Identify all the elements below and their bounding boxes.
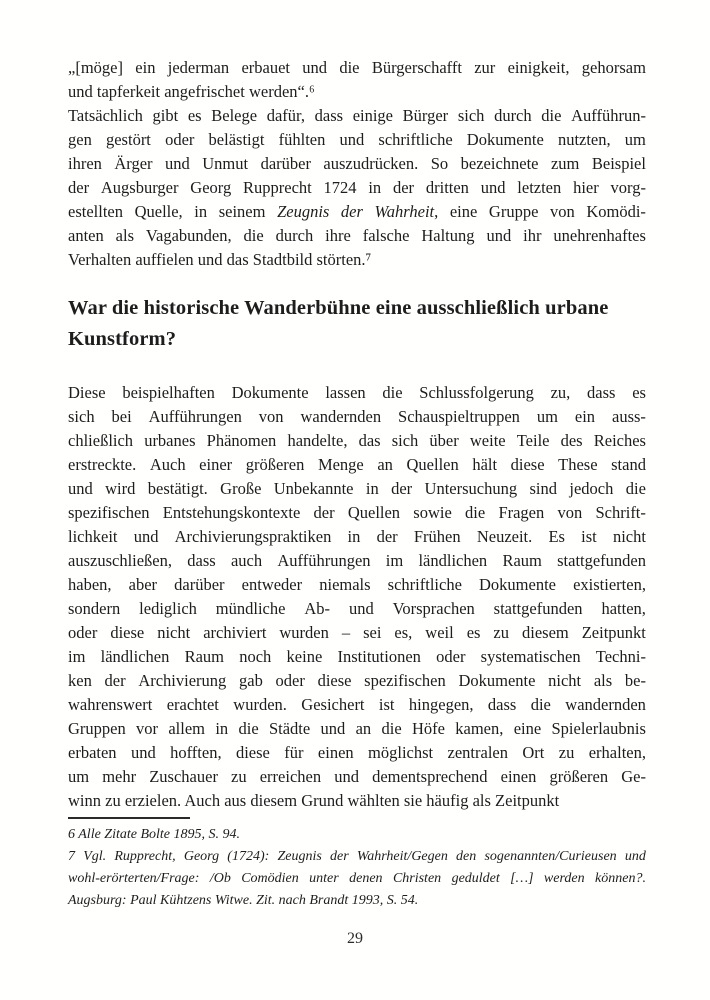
main-paragraph bbox=[68, 381, 646, 813]
text-line: erstreckte. Auch einer größeren Menge an Quellen hält diese These stand bbox=[68, 455, 646, 474]
text-line: sich bei Aufführungen von wandernden Schauspieltruppen um ein auss- bbox=[68, 407, 646, 426]
text-line: estellten Quelle, in seinem Zeugnis der Wahrheit, eine Gruppe von Komödi- bbox=[68, 202, 646, 221]
page-number: 29 bbox=[347, 930, 363, 947]
text-line: sondern lediglich mündliche Ab- und Vorsprachen stattgefunden hatten, bbox=[68, 599, 646, 618]
text-line: ken der Archivierung gab oder diese spezifischen Dokumente nicht als be- bbox=[68, 671, 646, 690]
text-line: und tapferkeit angefrischet werden“.⁶ bbox=[68, 82, 315, 101]
quote-paragraph bbox=[68, 56, 646, 104]
footnote-7 bbox=[68, 846, 646, 912]
text-line: der Augsburger Georg Rupprecht 1724 in der dritten und letzten hier vorg- bbox=[68, 178, 646, 197]
text-line: lichkeit und Archivierungspraktiken in der Frühen Neuzeit. Es ist nicht bbox=[68, 527, 646, 546]
text-line: „[möge] ein jederman erbauet und die Bürgerschafft zur einigkeit, gehorsam bbox=[68, 58, 646, 77]
text-line: wahrenswert erachtet wurden. Gesichert ist hingegen, dass die wandernden bbox=[68, 695, 646, 714]
text-line: und wird bestätigt. Große Unbekannte in der Untersuchung sind jedoch die bbox=[68, 479, 646, 498]
text-line: winn zu erzielen. Auch aus diesem Grund wählten sie häufig als Zeitpunkt bbox=[68, 791, 560, 810]
text-line: Kunstform? bbox=[68, 328, 177, 350]
text-block bbox=[68, 56, 646, 912]
footnotes-block bbox=[68, 824, 646, 912]
footnote-divider bbox=[68, 817, 190, 819]
text-line: auszuschließen, dass auch Aufführungen im ländlichen Raum stattgefunden bbox=[68, 551, 646, 570]
text-line: oder diese nicht archiviert wurden – sei es, weil es zu diesem Zeitpunkt bbox=[68, 623, 646, 642]
text-line: chließlich urbanes Phänomen handelte, das sich über weite Teile des Reiches bbox=[68, 431, 646, 450]
text-line: Gruppen vor allem in die Städte und an die Höfe kamen, eine Spielerlaubnis bbox=[68, 719, 646, 738]
text-line: Augsburg: Paul Kühtzens Witwe. Zit. nach Brandt 1993, S. 54. bbox=[68, 893, 419, 908]
text-line: im ländlichen Raum noch keine Institutionen oder systematischen Techni- bbox=[68, 647, 646, 666]
text-line: gen gestört oder belästigt fühlten und schriftliche Dokumente nutzten, um bbox=[68, 130, 646, 149]
text-line: Diese beispielhaften Dokumente lassen die Schlussfolgerung zu, dass es bbox=[68, 383, 646, 402]
section-heading bbox=[68, 293, 646, 355]
text-line: 6 Alle Zitate Bolte 1895, S. 94. bbox=[68, 827, 241, 842]
text-line: haben, aber darüber entweder niemals schriftliche Dokumente existierten, bbox=[68, 575, 646, 594]
text-line: wohl-erörterten/Frage: /Ob Comödien unter denen Christen geduldet […] werden können?. bbox=[68, 871, 646, 886]
text-line: Verhalten auffielen und das Stadtbild störten.⁷ bbox=[68, 250, 372, 269]
text-line: 7 Vgl. Rupprecht, Georg (1724): Zeugnis der Wahrheit/Gegen den sogenannten/Curieusen und bbox=[68, 849, 646, 864]
text-line: ihren Ärger und Unmut darüber auszudrücken. So bezeichnete zum Beispiel bbox=[68, 154, 646, 173]
footnote-6 bbox=[68, 824, 646, 846]
text-line: anten als Vagabunden, die durch ihre falsche Haltung und ihr unehrenhaftes bbox=[68, 226, 646, 245]
text-line: um mehr Zuschauer zu erreichen und dementsprechend einen größeren Ge- bbox=[68, 767, 646, 786]
intro-paragraph bbox=[68, 104, 646, 272]
text-line: erbaten und hofften, diese für einen möglichst zentralen Ort zu erhalten, bbox=[68, 743, 646, 762]
text-line: spezifischen Entstehungskontexte der Quellen sowie die Fragen von Schrift- bbox=[68, 503, 646, 522]
text-line: Tatsächlich gibt es Belege dafür, dass einige Bürger sich durch die Aufführun- bbox=[68, 106, 646, 125]
text-line: War die historische Wanderbühne eine ausschließlich urbane bbox=[68, 297, 609, 319]
